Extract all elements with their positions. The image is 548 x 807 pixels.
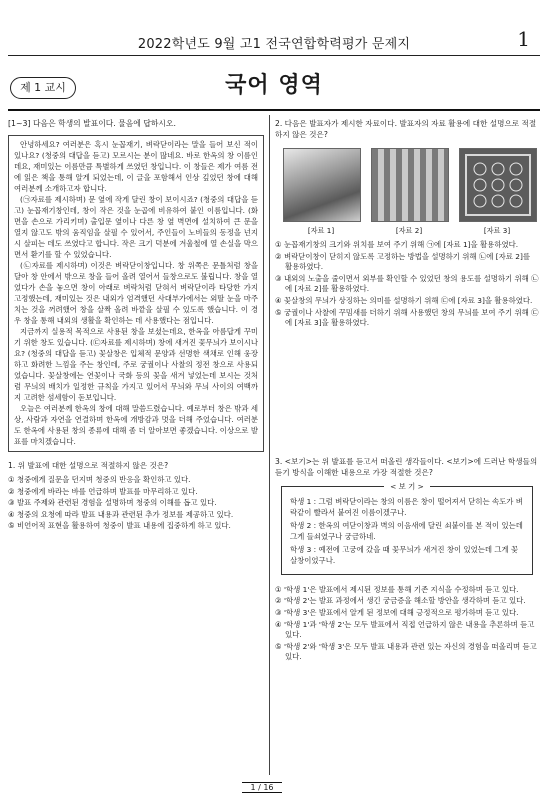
image-label: [자료 1] <box>307 226 335 235</box>
main-rule <box>8 109 540 111</box>
image-item <box>283 148 359 236</box>
window-photo-image <box>283 148 361 222</box>
choice-item[interactable]: ④ '학생 1'과 '학생 2'는 모두 발표에서 직접 언급하지 않은 내용을 추론하며 듣고 있다. <box>275 619 535 640</box>
header-rule <box>8 55 540 56</box>
choice-item[interactable]: ⑤ 비언어적 표현을 활용하여 청중이 발표 내용에 집중하게 하고 있다. <box>8 521 231 531</box>
page-indicator: 1 / 16 <box>242 782 281 793</box>
header-title: 2022학년도 9월 고1 전국연합학력평가 문제지 <box>137 37 411 52</box>
page-footer <box>234 782 290 793</box>
choice-item[interactable]: ③ '학생 3'은 발표에서 알게 된 정보에 대해 긍정적으로 평가하며 듣고 있다. <box>275 607 519 617</box>
bogi-title: < 보 기 > <box>282 481 532 492</box>
bogi-line: 학생 1 : 그럼 벼락닫이라는 창의 이름은 창이 떨어져서 닫히는 속도가 벼락같이 빨라서 붙여진 이름이겠구나. <box>290 496 523 517</box>
bogi-box <box>281 481 533 575</box>
choice-item[interactable]: ① 눈꼽재기창의 크기와 위치를 보여 주기 위해 ㉠에 [자료 1]을 활용하였다. <box>275 240 519 249</box>
image-item <box>459 148 535 236</box>
period-badge: 제 1 교시 <box>10 77 76 99</box>
question-3-stem: 3. <보기>는 위 발표를 듣고서 떠올린 생각들이다. <보기>에 드러난 학생들의 듣기 방식을 이해한 내용으로 가장 적절한 것은? <box>275 456 538 477</box>
choice-item[interactable]: ⑤ '학생 2'와 '학생 3'은 모두 발표 내용과 관련 있는 자신의 경험을 떠올리며 듣고 있다. <box>275 641 537 662</box>
bogi-line: 학생 3 : 예전에 고궁에 갔을 때 꽃무늬가 새겨진 창이 있었는데 그게 꽃살창이었구나. <box>290 544 519 565</box>
question-1-stem: 1. 위 발표에 대한 설명으로 적절하지 않은 것은? <box>8 461 169 470</box>
image-item <box>371 148 447 236</box>
passage-paragraph: (㉠자료를 제시하며) 문 옆에 작게 달린 창이 보이시죠? (청중의 대답을 듣고) 눈꼽재기창인데, 창이 작은 것을 눈곱에 비유하여 붙인 이름입니다. (화면을 손으로 가리키며) 출입문 옆이나 다른 창 옆 벽면에 설치하여 큰 문을 열지 않고도 밖의 움직임을 살필 수 있어서, 주인들이 노비들의 동정을 넌지시 살피는 데도 쓰였다고 합니다. 작은 크기 덕분에 겨울철에 열 손실을 막으면서 환기를 할 수 있었습니다. <box>14 195 258 259</box>
choice-item[interactable]: ④ 청중의 요청에 따라 발표 내용과 관련된 추가 정보를 제공하고 있다. <box>8 509 234 519</box>
choice-item[interactable]: ① 청중에게 질문을 던지며 청중의 반응을 확인하고 있다. <box>8 475 191 484</box>
lattice-pattern-icon <box>460 149 536 221</box>
footer-page: 1 <box>250 783 256 792</box>
passage-paragraph: 지금까지 실용적 목적으로 사용된 창을 보셨는데요, 한옥을 아름답게 꾸미기 위한 창도 있습니다. (㉢자료를 제시하며) 창에 새겨진 꽃무늬가 보이시나요? (청중의 대답을 듣고) 꽃살창은 입체적 문양과 선명한 색채로 인해 웅장하고 화려한 느낌을 주는 창인데, 주로 궁궐이나 사찰의 정전 창으로 사용되었습니다. 꽃살창에는 연꽃이나 국화 등의 꽃을 새겨 넣었는데 보시는 것처럼 무늬의 배치가 일정한 규칙을 가지고 있어서 무늬와 무늬 사이의 여백까지 고려한 섬세함이 돋보입니다. <box>14 327 258 402</box>
right-column <box>275 118 539 664</box>
question-2-stem: 2. 다음은 발표자가 제시한 자료이다. 발표자의 자료 활용에 대한 설명으로 적절하지 않은 것은? <box>275 119 537 139</box>
passage-paragraph: (㉡자료를 제시하며) 이것은 벼락닫이창입니다. 창 위쪽은 문틀처럼 창을 달아 창 안에서 밖으로 창을 들어 올려 열어서 들창으로도 불립니다. 창을 열었다가 손을 놓으면 창이 아래로 벼락처럼 닫혀서 벼락닫이라 타당한 가지 고정했는데, 재미있는 것은 내외가 엄격했던 사대부가에서는 외딸 눈을 마주치는 것을 꺼려했어 창을 살짝 올려 바깥을 살필 수 있도록 했습니다. 이 경우 창을 통해 내외의 생활을 확인하는 데 사용했다는 점입니다. <box>14 261 258 325</box>
bogi-line: 학생 2 : 한옥의 여닫이창과 벽의 이음새에 달린 쇠붙이를 본 적이 있는데 그게 들쇠였구나 궁금하네. <box>290 520 523 541</box>
choice-item[interactable]: ② 벼락닫이창이 닫히지 않도록 고정하는 방법을 설명하기 위해 ㉡에 [자료 2]를 활용하였다. <box>275 251 531 272</box>
choice-item[interactable]: ① '학생 1'은 발표에서 제시된 정보를 통해 기존 지식을 수정하며 듣고 있다. <box>275 584 519 594</box>
flower-window-image <box>459 148 537 222</box>
column-divider <box>269 115 270 775</box>
choice-item[interactable]: ② '학생 2'는 발표 과정에서 생긴 궁금증을 해소할 방안을 생각하며 듣고 있다. <box>275 596 526 606</box>
header-page-number: 1 <box>517 27 530 51</box>
passage-paragraph: 안녕하세요? 여러분은 혹시 눈꼽재기, 벼락닫이라는 말을 들어 보신 적이 있나요? (청중의 대답을 듣고) 모르시는 분이 많네요. 바로 한옥의 창 이름인데요, 재미있는 이름만큼 특별하게 쓰였던 창입니다. 이 창들은 제가 여름 전에 읽은 책을 통해 알게 되었는데, 이 글을 포함해서 인상 깊었던 창에 대해 여러분께 소개하고자 합니다. <box>14 140 258 193</box>
passage-paragraph: 오늘은 여러분께 한옥의 창에 대해 말씀드렸습니다. 예로부터 창은 밖과 세상, 사람과 자연을 연결하며 한옥에 개방감과 멋을 더해 주었습니다. 여러분도 한옥에 사용된 창의 종류에 대해 좀 더 알아보면 좋겠습니다. 이상으로 발표를 마치겠습니다. <box>14 404 258 446</box>
footer-total: 16 <box>263 783 274 792</box>
set-instruction: [1~3] 다음은 학생의 발표이다. 물음에 답하시오. <box>8 119 176 128</box>
window-photo-image <box>371 148 449 222</box>
choice-item[interactable]: ③ 내외의 노출을 줄이면서 외부를 확인할 수 있었던 창의 용도를 설명하기 위해 ㉡에 [자료 2]를 활용하였다. <box>275 273 539 294</box>
choice-item[interactable]: ④ 꽃살창의 무늬가 상징하는 의미를 설명하기 위해 ㉢에 [자료 3]을 활용하였다. <box>275 295 533 305</box>
question-2-images <box>283 148 535 236</box>
image-label: [자료 3] <box>483 226 511 235</box>
choice-item[interactable]: ⑤ 궁궐이나 사찰에 꾸밈새를 더하기 위해 사용했던 창의 무늬를 보여 주기 위해 ㉢에 [자료 3]을 활용하였다. <box>275 307 539 328</box>
question-1-choices <box>8 475 264 532</box>
subject-title: 국어 영역 <box>225 73 323 98</box>
question-2-choices <box>275 240 539 329</box>
choice-item[interactable]: ③ 발표 주제와 관련된 경험을 설명하며 청중의 이해를 돕고 있다. <box>8 498 217 508</box>
choice-item[interactable]: ② 청중에게 바라는 바를 언급하며 발표를 마무리하고 있다. <box>8 486 198 496</box>
passage-box <box>8 135 264 452</box>
image-label: [자료 2] <box>395 226 423 235</box>
left-column <box>8 118 264 533</box>
question-3-choices <box>275 585 539 663</box>
